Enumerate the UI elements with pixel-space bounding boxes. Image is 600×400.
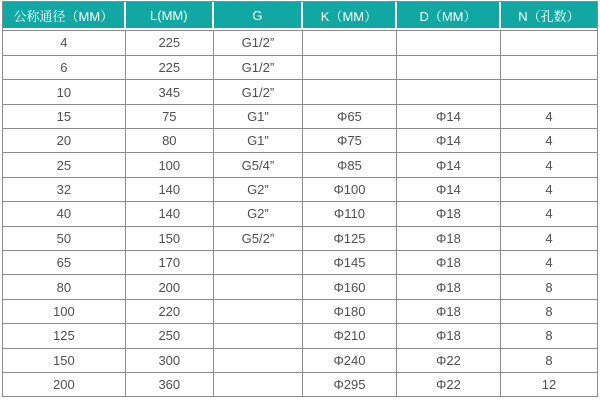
table-cell: 8: [501, 324, 597, 348]
table-cell: Φ295: [303, 373, 397, 396]
table-cell: Φ180: [303, 300, 397, 324]
table-cell: [303, 80, 397, 104]
table-cell: Φ125: [303, 227, 397, 251]
table-cell: [397, 56, 501, 80]
table-cell: 170: [126, 251, 214, 275]
table-cell: 345: [126, 80, 214, 104]
table-cell: Φ110: [303, 202, 397, 226]
table-cell: Φ210: [303, 324, 397, 348]
table-row: [3, 251, 597, 275]
table-cell: Φ14: [397, 129, 501, 153]
table-cell: 25: [3, 153, 126, 177]
table-cell: [303, 56, 397, 80]
table-cell: Φ18: [397, 227, 501, 251]
table-cell: 200: [126, 275, 214, 299]
table-cell: 125: [3, 324, 126, 348]
table-cell: [214, 373, 303, 396]
table-cell: G5/2”: [214, 227, 303, 251]
table-cell: 4: [501, 227, 597, 251]
table-cell: Φ18: [397, 275, 501, 299]
table-cell: Φ14: [397, 153, 501, 177]
table-row: [3, 129, 597, 153]
table-cell: [501, 80, 597, 104]
table-row: [3, 80, 597, 104]
table-cell: Φ75: [303, 129, 397, 153]
table-cell: 225: [126, 30, 214, 56]
table-cell: [501, 56, 597, 80]
table-row: [3, 349, 597, 373]
table-cell: 75: [126, 105, 214, 129]
table-cell: 140: [126, 178, 214, 202]
table-cell: G1/2”: [214, 30, 303, 56]
table-cell: 8: [501, 349, 597, 373]
table-row: [3, 105, 597, 129]
spec-table: [2, 1, 598, 397]
table-cell: 8: [501, 275, 597, 299]
table-cell: 32: [3, 178, 126, 202]
table-cell: G1/2”: [214, 80, 303, 104]
table-cell: 8: [501, 300, 597, 324]
table-row: [3, 300, 597, 324]
table-cell: [397, 30, 501, 56]
table-cell: 4: [501, 251, 597, 275]
table-row: [3, 324, 597, 348]
table-cell: 15: [3, 105, 126, 129]
table-cell: Φ65: [303, 105, 397, 129]
table-cell: 200: [3, 373, 126, 396]
table-header: [3, 2, 597, 30]
table-cell: 300: [126, 349, 214, 373]
table-body: [3, 30, 597, 396]
table-cell: [214, 300, 303, 324]
table-cell: Φ14: [397, 105, 501, 129]
table-cell: [397, 80, 501, 104]
table-row: [3, 373, 597, 396]
table-cell: Φ18: [397, 324, 501, 348]
table-cell: 40: [3, 202, 126, 226]
table-cell: 6: [3, 56, 126, 80]
table-row: [3, 178, 597, 202]
table-cell: [214, 275, 303, 299]
table-cell: Φ22: [397, 349, 501, 373]
table-cell: Φ240: [303, 349, 397, 373]
table-cell: Φ100: [303, 178, 397, 202]
header-row: [3, 2, 597, 30]
table-cell: 140: [126, 202, 214, 226]
table-row: [3, 275, 597, 299]
table-cell: 65: [3, 251, 126, 275]
table-cell: G2”: [214, 202, 303, 226]
table-cell: [214, 251, 303, 275]
table-cell: G2”: [214, 178, 303, 202]
table-cell: [214, 349, 303, 373]
table-cell: Φ18: [397, 251, 501, 275]
table-cell: G1”: [214, 105, 303, 129]
table-cell: Φ85: [303, 153, 397, 177]
table-cell: 20: [3, 129, 126, 153]
table-cell: Φ145: [303, 251, 397, 275]
table-cell: 220: [126, 300, 214, 324]
table-row: [3, 227, 597, 251]
table-row: [3, 30, 597, 56]
table-cell: Φ14: [397, 178, 501, 202]
table-cell: G1/2”: [214, 56, 303, 80]
table-cell: 4: [501, 202, 597, 226]
table-cell: 100: [3, 300, 126, 324]
table-cell: 360: [126, 373, 214, 396]
table-cell: 80: [126, 129, 214, 153]
table-cell: G1”: [214, 129, 303, 153]
table-cell: [501, 30, 597, 56]
column-header: G: [214, 2, 303, 30]
column-header: N（孔数）: [501, 2, 597, 30]
table-cell: 10: [3, 80, 126, 104]
table-cell: Φ18: [397, 202, 501, 226]
table-cell: Φ160: [303, 275, 397, 299]
table-cell: 250: [126, 324, 214, 348]
table-cell: Φ18: [397, 300, 501, 324]
table-cell: 4: [501, 153, 597, 177]
table-cell: Φ22: [397, 373, 501, 396]
table-cell: G5/4”: [214, 153, 303, 177]
table-cell: 150: [3, 349, 126, 373]
column-header: D（MM）: [397, 2, 501, 30]
table-cell: 50: [3, 227, 126, 251]
table-cell: [214, 324, 303, 348]
column-header: L(MM): [126, 2, 214, 30]
table-cell: 4: [501, 105, 597, 129]
table-row: [3, 202, 597, 226]
table-row: [3, 56, 597, 80]
table-row: [3, 153, 597, 177]
table-cell: 12: [541, 377, 557, 392]
table-cell: 80: [3, 275, 126, 299]
table-cell: 4: [501, 178, 597, 202]
table-cell: 100: [126, 153, 214, 177]
column-header: K（MM）: [303, 2, 397, 30]
column-header: 公称通径（MM）: [3, 2, 126, 30]
table-cell: 150: [126, 227, 214, 251]
table-cell: 4: [501, 129, 597, 153]
table-cell: [303, 30, 397, 56]
table-cell: 4: [3, 30, 126, 56]
table-cell: 225: [126, 56, 214, 80]
